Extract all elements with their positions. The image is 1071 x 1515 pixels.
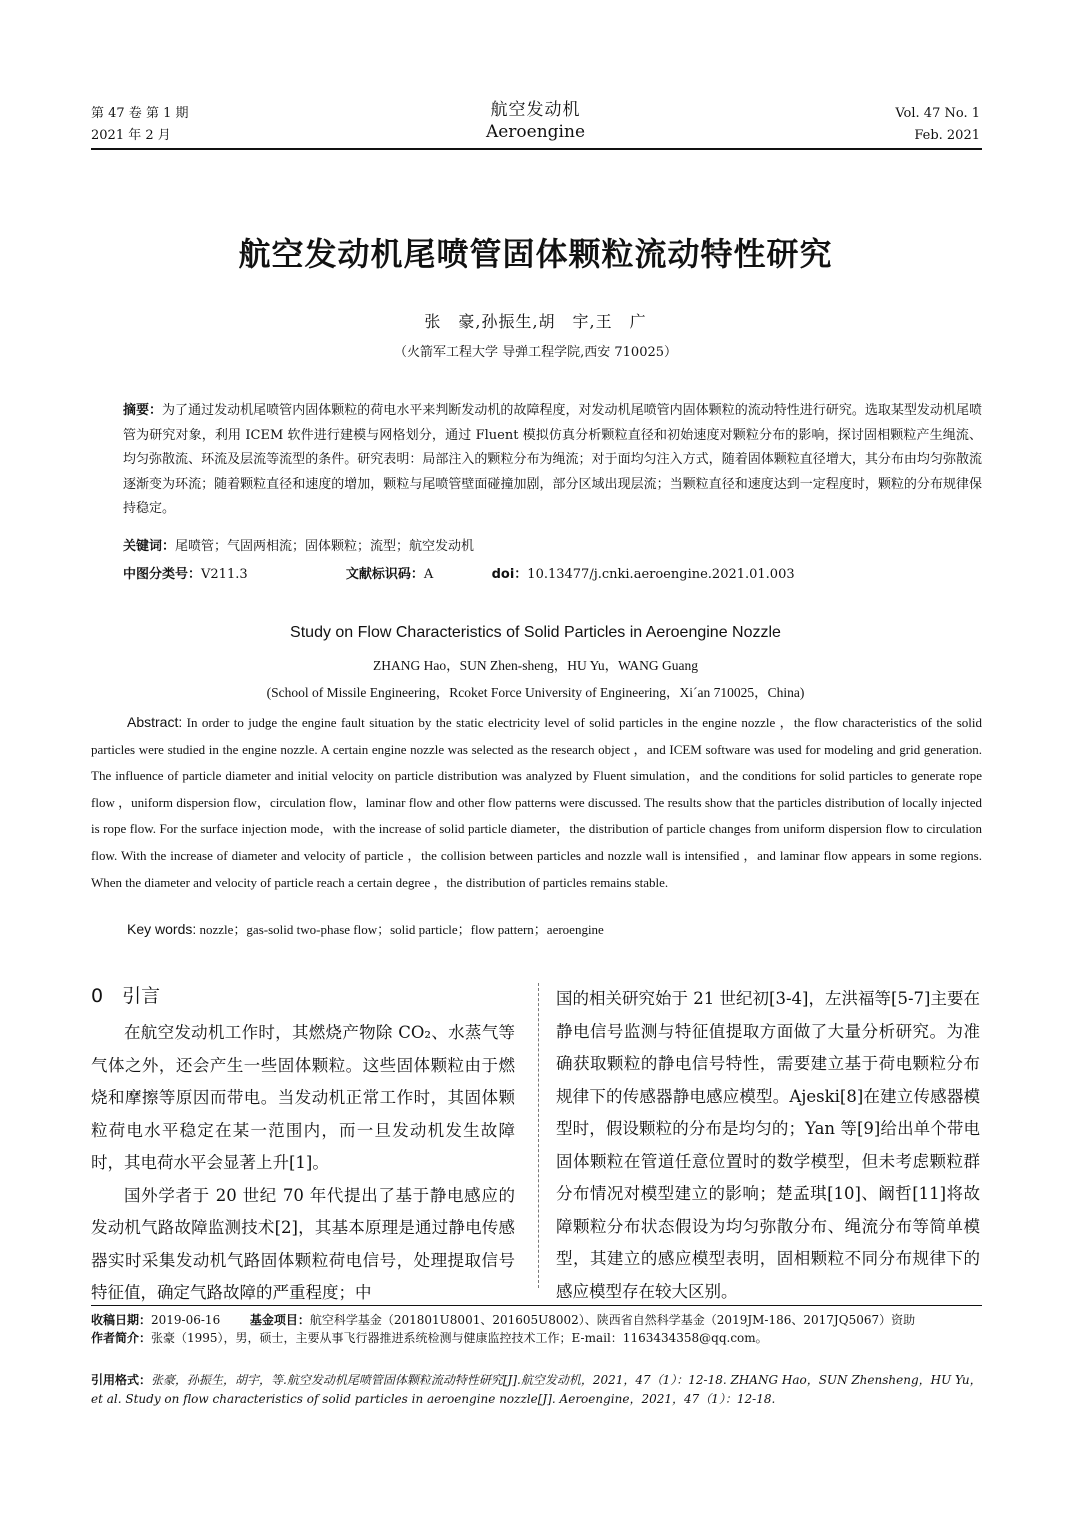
- fund-text: 航空科学基金（201801U8001、201605U8002）、陕西省自然科学基金（2019JM-186、2017JQ5067）资助: [309, 1313, 916, 1327]
- body-paragraph-1: 在航空发动机工作时，其燃烧产物除 CO₂、水蒸气等气体之外，还会产生一些固体颗粒。这些固体颗粒由于燃烧和摩擦等原因而带电。当发动机正常工作时，其固体颗粒荷电水平稳定在某一范围内，而一旦发动机发生故障时，其电荷水平会显著上升[1]。: [91, 1023, 515, 1172]
- keywords-en-text: nozzle；gas-solid two-phase flow；solid particle；flow pattern；aeroengine: [196, 922, 604, 937]
- keywords-en: [127, 919, 604, 938]
- keywords-cn-label: 关键词：: [123, 539, 176, 554]
- abstract-cn-label: 摘要：: [123, 403, 163, 418]
- citation-text: 张豪，孙振生，胡宇，等.航空发动机尾喷管固体颗粒流动特性研究[J].航空发动机，2021，47（1）：12-18. ZHANG Hao，SUN Zhensheng，HU Yu，et al. Study on flow characteristics of solid particles in aeroengine nozzle[J]. Aeroengine，2021，47（1）：12-18.: [91, 1373, 982, 1406]
- issue-info-en: [895, 103, 980, 147]
- citation-label: 引用格式：: [91, 1373, 152, 1387]
- abstract-en-text: In order to judge the engine fault situation by the static electricity level of solid particles in the engine nozzle ，the flow characteristics of the solid particles were studied in the engine nozzle. A certain engine nozzle was selected as the research object ，and ICEM software was used for modeling and grid generation. The influence of particle diameter and initial velocity on particle distribution was analyzed by Fluent simulation，and the conditions for solid particles to generate rope flow ，uniform dispersion flow，circulation flow，laminar flow and other flow patterns were discussed. The results show that the particles distribution of locally injected is rope flow. For the surface injection mode，with the increase of solid particle diameter，the distribution of particle changes from uniform dispersion flow to circulation flow. With the increase of diameter and velocity of particle ，the collision between particles and nozzle wall is intensified ，and laminar flow appears in some regions. When the diameter and velocity of particle reach a certain degree ，the distribution of particles remains stable.: [91, 715, 982, 890]
- affiliation-cn: （火箭军工程大学 导弹工程学院,西安 710025）: [393, 345, 678, 360]
- footnote-rule: [91, 1305, 982, 1306]
- body-paragraph-3: 国的相关研究始于 21 世纪初[3-4]，左洪福等[5-7]主要在静电信号监测与特征值提取方面做了大量分析研究。为准确获取颗粒的静电信号特性，需要建立基于荷电颗粒分布规律下的传感器静电感应模型。Ajeski[8]在建立传感器模型时，假设颗粒的分布是均匀的；Yan 等[9]给出单个带电固体颗粒在管道任意位置时的数学模型，但未考虑颗粒群分布情况对模型建立的影响；楚孟琪[10]、阚哲[11]将故障颗粒分布状态假设为均匀弥散分布、绳流分布等简单模型，其建立的感应模型表明，固相颗粒不同分布规律下的感应模型存在较大区别。: [556, 989, 980, 1301]
- authors-en: ZHANG Hao，SUN Zhen-sheng，HU Yu，WANG Guang: [373, 658, 698, 673]
- keywords-cn-text: 尾喷管；气固两相流；固体颗粒；流型；航空发动机: [175, 539, 475, 554]
- volume-issue: 第 47 卷 第 1 期: [91, 106, 189, 121]
- abstract-en-label: Abstract:: [127, 714, 183, 730]
- header-rule: [91, 148, 982, 150]
- fund-label: 基金项目：: [249, 1313, 310, 1327]
- body-paragraph-2: 国外学者于 20 世纪 70 年代提出了基于静电感应的发动机气路故障监测技术[2]，其基本原理是通过静电传感器实时采集发动机气路固体颗粒荷电信号，处理提取信号特征值，确定气路故障的严重程度；中: [91, 1185, 515, 1302]
- journal-name-en: Aeroengine: [485, 122, 586, 142]
- column-divider: [538, 983, 539, 1288]
- abstract-en: [91, 709, 982, 896]
- volume-issue-en: Vol. 47 No. 1: [895, 106, 980, 121]
- body-column-left: [91, 983, 515, 1310]
- clc-value: V211.3: [201, 567, 248, 582]
- keywords-en-label: Key words:: [127, 921, 197, 937]
- abstract-cn-text: 为了通过发动机尾喷管内固体颗粒的荷电水平来判断发动机的故障程度，对发动机尾喷管内固体颗粒的流动特性进行研究。选取某型发动机尾喷管为研究对象，利用 ICEM 软件进行建模与网格划分，通过 Fluent 模拟仿真分析颗粒直径和初始速度对颗粒分布的影响，探讨固相颗粒产生绳流、均匀弥散流、环流及层流等流型的条件。研究表明：局部注入的颗粒分布为绳流；对于面均匀注入方式，随着固体颗粒直径增大，其分布由均匀弥散流逐渐变为环流；随着颗粒直径和速度的增加，颗粒与尾喷管壁面碰撞加剧，部分区域出现层流；当颗粒直径和速度达到一定程度时，颗粒的分布规律保持稳定。: [123, 403, 982, 517]
- doc-code-value: A: [423, 567, 434, 582]
- journal-name-cn: 航空发动机: [490, 100, 581, 120]
- authors-cn: 张 豪,孙振生,胡 宇,王 广: [424, 312, 647, 331]
- paper-title-en: Study on Flow Characteristics of Solid Particles in Aeroengine Nozzle: [290, 624, 781, 641]
- received-date: 2019-06-16: [151, 1313, 221, 1327]
- received-label: 收稿日期：: [91, 1313, 152, 1327]
- doi-label: doi：: [491, 567, 528, 582]
- affiliation-en: (School of Missile Engineering，Rcoket Force University of Engineering，Xi´an 710025，China): [266, 685, 805, 700]
- section-heading: 0 引言: [91, 985, 161, 1007]
- citation-format: [91, 1371, 982, 1409]
- body-column-right: [556, 983, 980, 1308]
- doi-value[interactable]: 10.13477/j.cnki.aeroengine.2021.01.003: [527, 567, 795, 582]
- issue-date: 2021 年 2 月: [91, 128, 171, 143]
- author-bio-label: 作者简介：: [91, 1331, 152, 1345]
- paper-title-cn: 航空发动机尾喷管固体颗粒流动特性研究: [238, 235, 833, 273]
- keywords-cn: [123, 535, 474, 554]
- author-bio-text: 张豪（1995），男，硕士，主要从事飞行器推进系统检测与健康监控技术工作；E-mail：1163434358@qq.com。: [151, 1331, 768, 1345]
- issue-date-en: Feb. 2021: [914, 128, 980, 143]
- classification-line: [123, 563, 983, 582]
- abstract-cn: [91, 399, 982, 522]
- footnotes: [91, 1311, 982, 1347]
- clc-label: 中图分类号：: [123, 567, 202, 582]
- doc-code-label: 文献标识码：: [345, 567, 424, 582]
